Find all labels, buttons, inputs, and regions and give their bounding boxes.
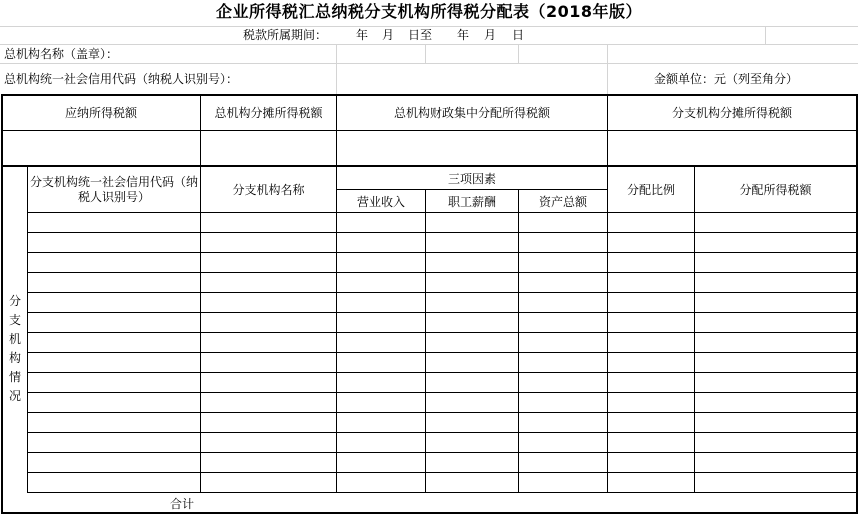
border-line: [1, 94, 857, 96]
border-line: [27, 167, 28, 493]
border-line: [27, 352, 857, 353]
border-line: [27, 432, 857, 433]
period-year-start: 年: [356, 28, 369, 42]
grid-line: [336, 44, 337, 63]
border-line: [27, 292, 857, 293]
grid-line: [425, 44, 426, 63]
border-line: [27, 492, 857, 493]
border-line: [336, 189, 607, 190]
branch-share-cell[interactable]: [608, 131, 856, 165]
period-day-end: 日: [512, 28, 525, 42]
border-line: [607, 167, 608, 493]
period-label: 税款所属期间：: [243, 28, 328, 42]
period-month-start: 月: [382, 28, 395, 42]
border-line: [336, 167, 337, 493]
period-year-end: 年: [457, 28, 470, 42]
amount-unit-label: 金额单位：元（列至角分）: [654, 72, 799, 86]
period-day-to: 日至: [408, 28, 433, 42]
grid-line: [0, 63, 858, 64]
grid-line: [765, 26, 766, 44]
col-allocated-tax-header: 分配所得税额: [739, 183, 812, 197]
border-line: [27, 232, 857, 233]
header-fiscal-centralized: 总机构财政集中分配所得税额: [393, 106, 550, 120]
border-line: [27, 332, 857, 333]
border-line: [27, 252, 857, 253]
header-head-office-share: 总机构分摊所得税额: [214, 106, 323, 120]
col-ratio-header: 分配比例: [626, 183, 675, 197]
grid-line: [0, 26, 858, 27]
header-tax-payable: 应纳所得税额: [64, 106, 137, 120]
branch-section-label: 分支机构情况: [8, 294, 21, 403]
grid-line: [518, 44, 519, 63]
border-line: [27, 452, 857, 453]
border-line: [27, 392, 857, 393]
border-line: [27, 312, 857, 313]
border-line: [694, 167, 695, 493]
head-org-name-label: 总机构名称（盖章）：: [4, 47, 119, 61]
total-row-label: 合计: [169, 497, 194, 511]
head-org-code-label: 总机构统一社会信用代码（纳税人识别号）：: [4, 72, 239, 86]
border-line: [27, 372, 857, 373]
border-line: [27, 472, 857, 473]
header-branch-share: 分支机构分摊所得税额: [671, 106, 792, 120]
grid-line: [607, 44, 608, 63]
grid-line: [0, 44, 858, 45]
head-office-share-cell[interactable]: [201, 131, 336, 165]
period-month-end: 月: [484, 28, 497, 42]
grid-line: [607, 63, 608, 94]
col-branch-name-header: 分支机构名称: [232, 183, 305, 197]
border-line: [27, 272, 857, 273]
col-payroll-header: 职工薪酬: [447, 195, 496, 209]
grid-line: [336, 63, 337, 94]
border-line: [200, 167, 201, 493]
border-line: [1, 165, 857, 167]
col-revenue-header: 营业收入: [356, 195, 405, 209]
page-title: 企业所得税汇总纳税分支机构所得税分配表（2018年版）: [215, 2, 643, 21]
fiscal-centralized-cell[interactable]: [337, 131, 607, 165]
border-line: [518, 189, 519, 493]
col-assets-header: 资产总额: [538, 195, 587, 209]
border-line: [27, 412, 857, 413]
border-line: [1, 167, 3, 514]
col-branch-code-header: 分支机构统一社会信用代码（纳税人识别号）: [29, 175, 198, 204]
tax-payable-cell[interactable]: [3, 131, 200, 165]
three-factors-header: 三项因素: [447, 172, 496, 186]
border-line: [425, 189, 426, 493]
border-line: [27, 212, 857, 213]
